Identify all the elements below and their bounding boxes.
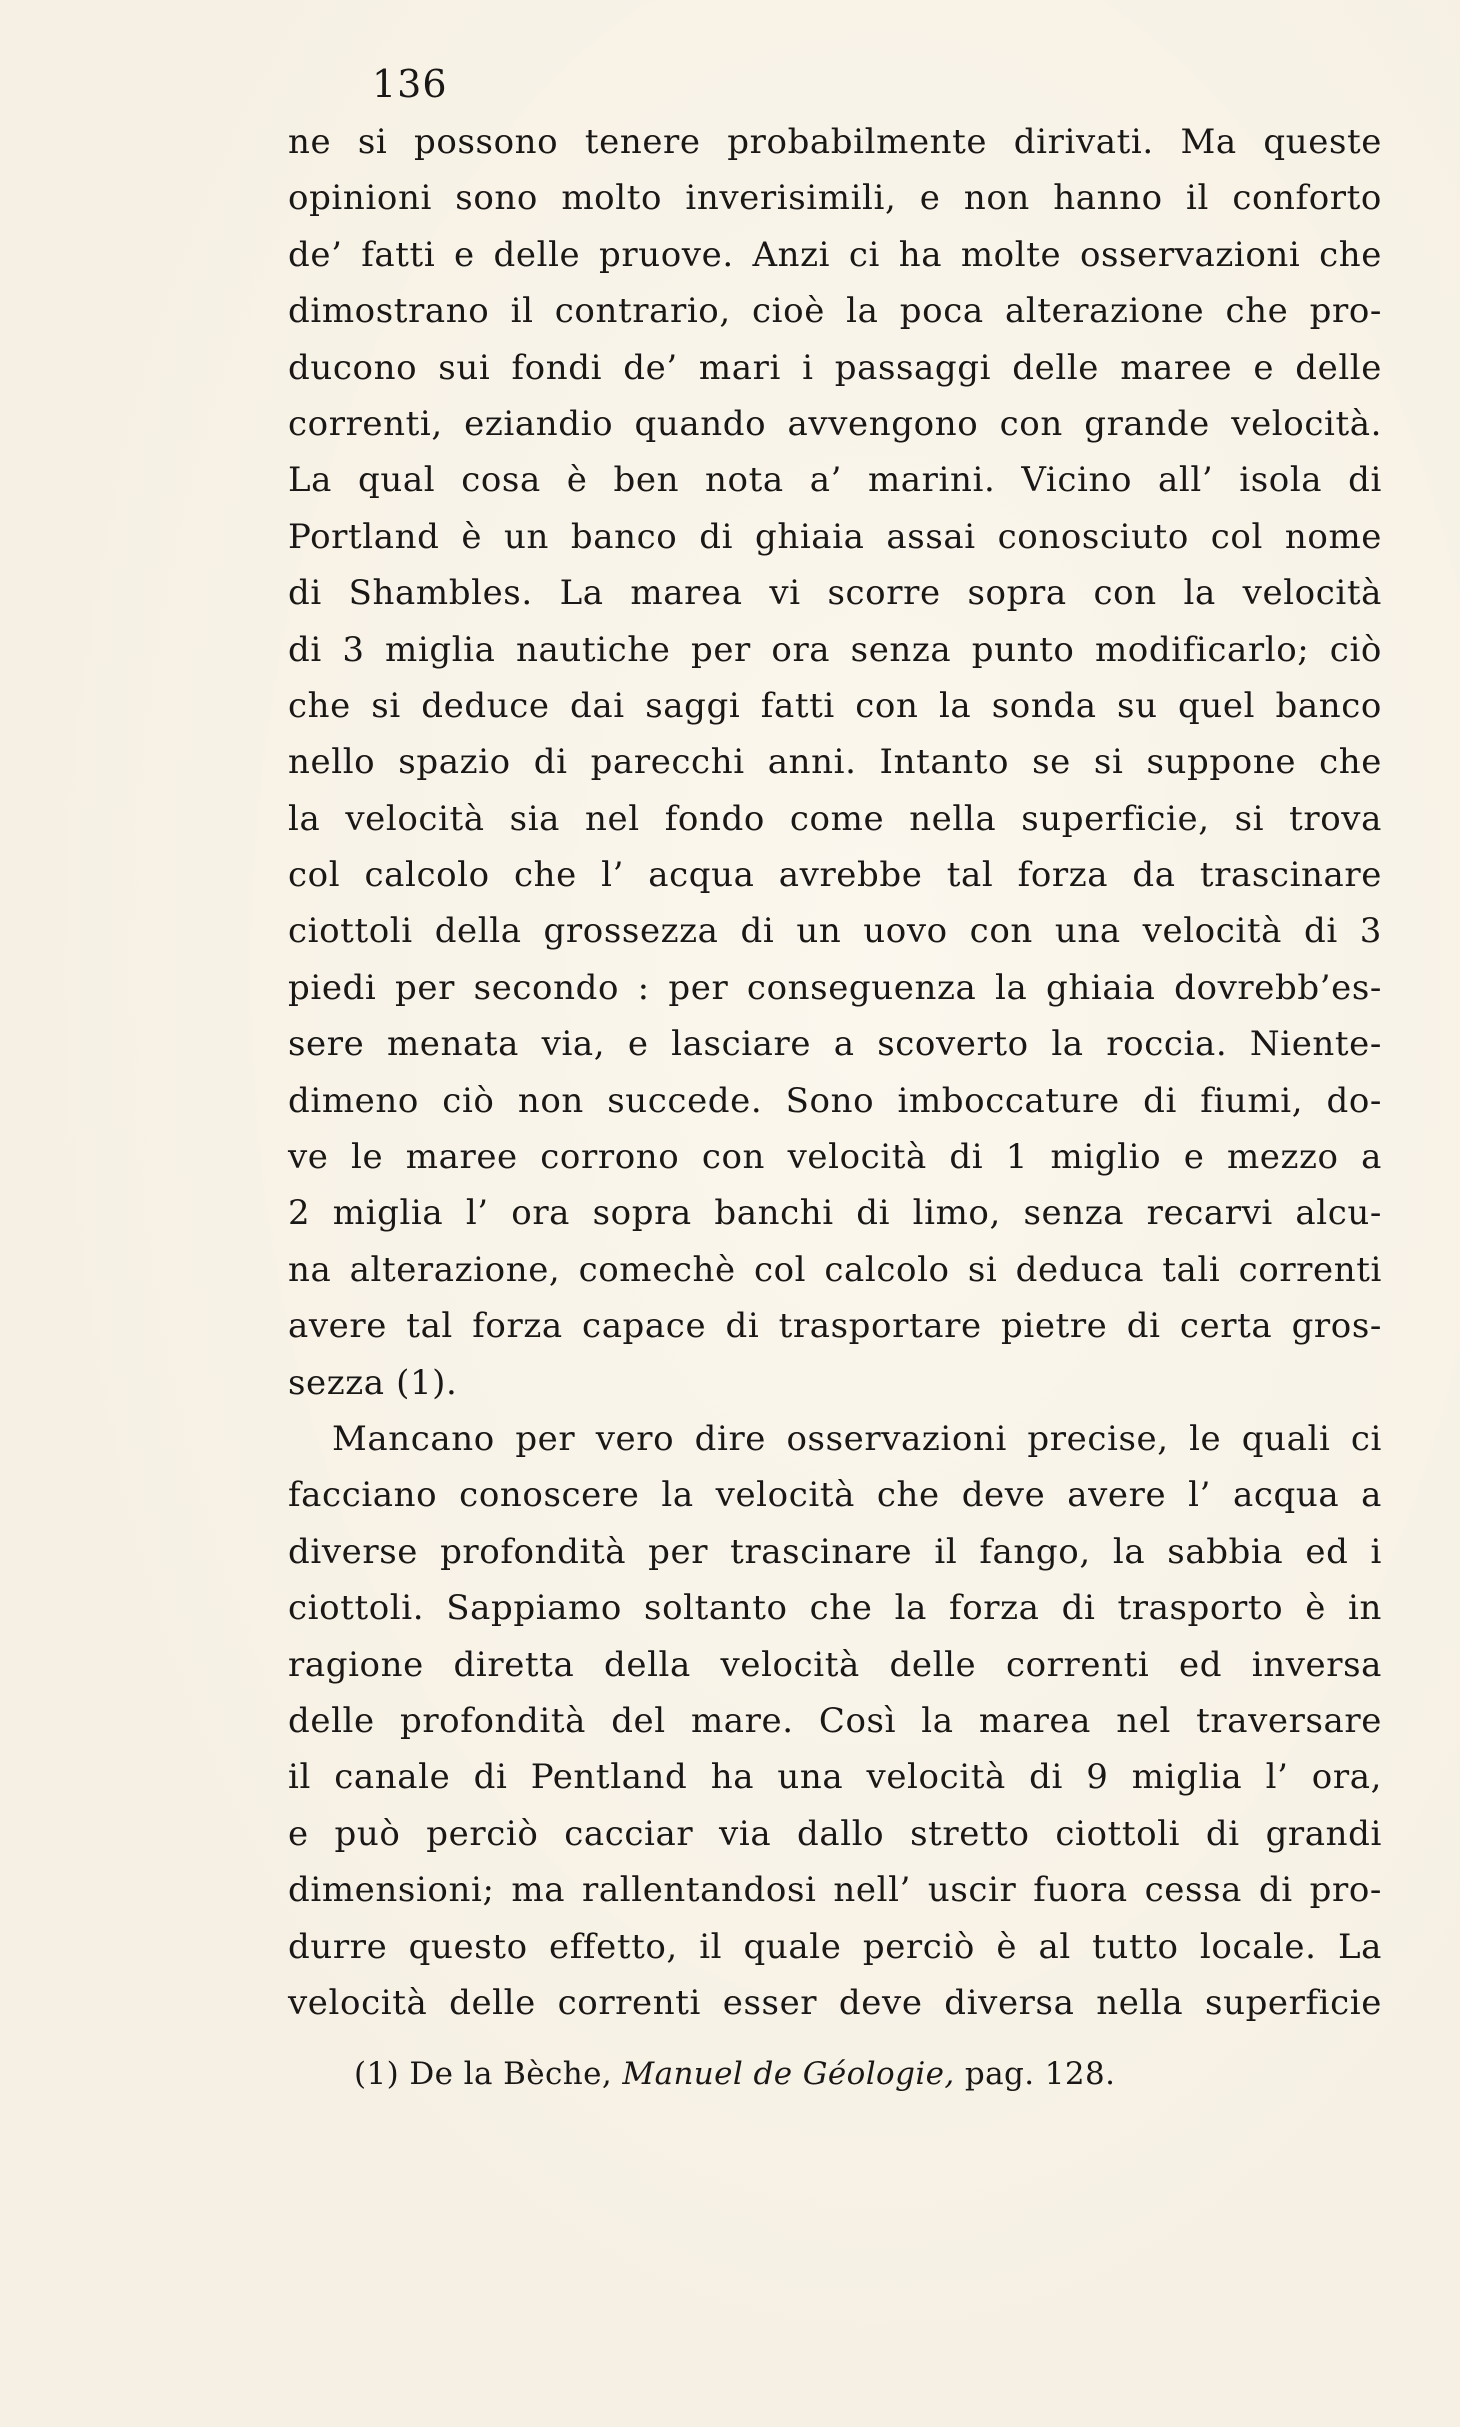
text-line: diverse profondità per trascinare il fango, la sabbia ed i [288,1531,1382,1572]
text-line: La qual cosa è ben nota a’ marini. Vicino all’ isola di [288,460,1382,501]
body-text [288,114,1382,2031]
text-line: na alterazione, comechè col calcolo si deduca tali correnti [288,1249,1382,1290]
text-line: dimostrano il contrario, cioè la poca alterazione che pro- [288,291,1382,332]
text-line: che si deduce dai saggi fatti con la sonda su quel banco [288,685,1382,726]
text-line: col calcolo che l’ acqua avrebbe tal forza da trascinare [288,855,1382,896]
text-line: delle profondità del mare. Così la marea nel traversare [288,1700,1382,1741]
text-line: de’ fatti e delle pruove. Anzi ci ha molte osservazioni che [288,234,1382,275]
paragraph-end-line: sezza (1). [288,1362,458,1403]
text-line: la velocità sia nel fondo come nella superficie, si trova [288,798,1382,839]
text-line: ducono sui fondi de’ mari i passaggi delle maree e delle [288,347,1382,388]
text-line: e può perciò cacciar via dallo stretto ciottoli di grandi [288,1813,1382,1854]
text-line: Portland è un banco di ghiaia assai conosciuto col nome [288,516,1382,557]
text-line: velocità delle correnti esser deve diversa nella superficie [288,1982,1382,2023]
text-line: avere tal forza capace di trasportare pietre di certa gros- [288,1306,1382,1347]
footnote-author: De la Bèche, [409,2056,613,2092]
text-line: ragione diretta della velocità delle correnti ed inversa [288,1644,1382,1685]
footnote [354,2056,1115,2092]
text-line: ne si possono tenere probabilmente dirivati. Ma queste [288,122,1382,162]
text-line: il canale di Pentland ha una velocità di 9 miglia l’ ora, [288,1757,1382,1798]
text-line: durre questo effetto, il quale perciò è al tutto locale. La [288,1926,1382,1967]
text-line: ciottoli della grossezza di un uovo con una velocità di 3 [288,911,1382,952]
footnote-pages: pag. 128. [964,2056,1116,2092]
footnote-marker: (1) [354,2056,400,2092]
text-line: sere menata via, e lasciare a scoverto la roccia. Niente- [288,1024,1382,1065]
text-line: di Shambles. La marea vi scorre sopra con la velocità [288,573,1382,614]
text-line: piedi per secondo : per conseguenza la ghiaia dovrebb’es- [288,967,1382,1008]
text-line: ve le maree corrono con velocità di 1 miglio e mezzo a [288,1137,1382,1178]
text-line: correnti, eziandio quando avvengono con grande velocità. [288,403,1382,444]
text-line: nello spazio di parecchi anni. Intanto se si suppone che [288,742,1382,783]
text-line: ciottoli. Sappiamo soltanto che la forza di trasporto è in [288,1588,1382,1629]
text-line: dimensioni; ma rallentandosi nell’ uscir fuora cessa di pro- [288,1870,1382,1911]
text-line: dimeno ciò non succede. Sono imboccature di fiumi, do- [288,1080,1382,1121]
page-number: 136 [372,62,448,106]
paragraph-start-line: Mancano per vero dire osservazioni precise, le quali ci [332,1418,1382,1459]
text-line: facciano conoscere la velocità che deve avere l’ acqua a [288,1475,1382,1516]
text-line: di 3 miglia nautiche per ora senza punto modificarlo; ciò [288,629,1382,670]
footnote-title: Manuel de Géologie, [622,2056,955,2092]
text-line: 2 miglia l’ ora sopra banchi di limo, senza recarvi alcu- [288,1193,1382,1234]
text-line: opinioni sono molto inverisimili, e non hanno il conforto [288,178,1382,219]
